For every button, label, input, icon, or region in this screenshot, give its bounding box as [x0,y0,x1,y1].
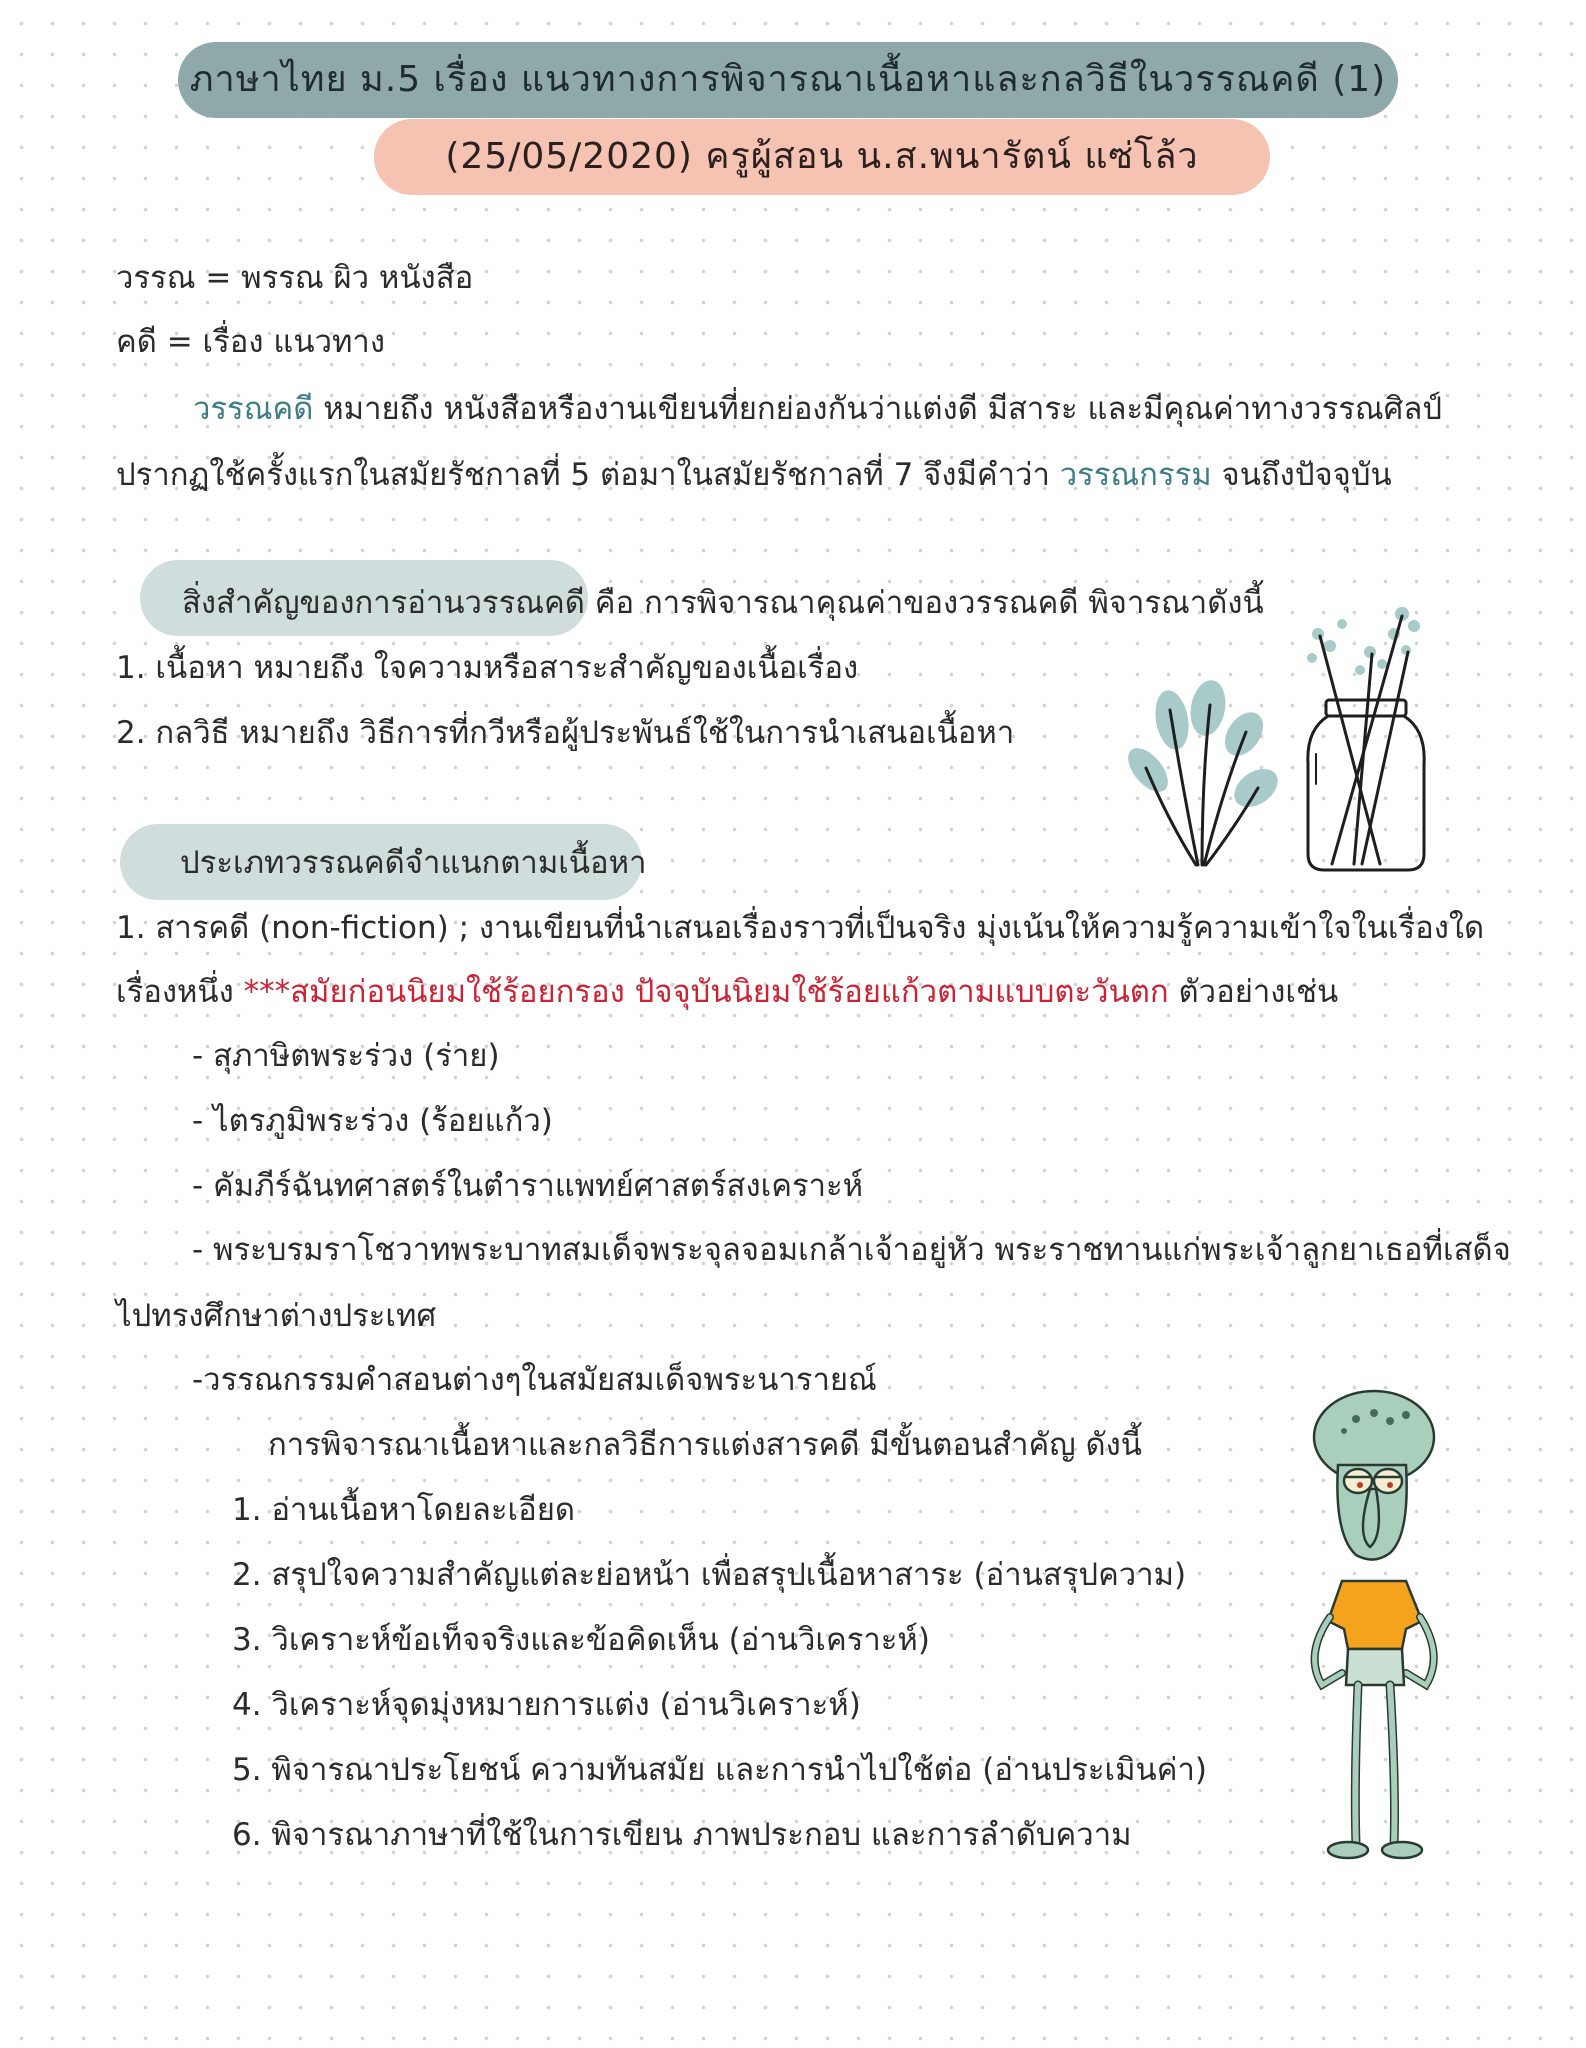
page-title: ภาษาไทย ม.5 เรื่อง แนวทางการพิจารณาเนื้อหาและกลวิธีในวรรณคดี (1) [178,42,1398,118]
definition-wan: วรรณ = พรรณ ผิว หนังสือ [116,260,474,296]
nonfiction-line2 [116,972,1338,1012]
character-illustration [1286,1385,1456,1865]
nonfiction-note: ***สมัยก่อนนิยมใช้ร้อยกรอง ปัจจุบันนิยมใช้ร้อยแก้วตามแบบตะวันตก [243,974,1169,1010]
section1-item-content: 1. เนื้อหา หมายถึง ใจความหรือสาระสำคัญของเนื้อเรื่อง [116,650,859,686]
jar-icon [1302,604,1432,874]
step-item: 6. พิจารณาภาษาที่ใช้ในการเขียน ภาพประกอบ และการลำดับความ [232,1817,1132,1853]
step-item: 3. วิเคราะห์ข้อเท็จจริงและข้อคิดเห็น (อ่านวิเคราะห์) [232,1622,930,1658]
section1-heading-highlighted: สิ่งสำคัญของการอ่านวรรณคดี [182,585,585,621]
steps-heading: การพิจารณาเนื้อหาและกลวิธีการแต่งสารคดี มีขั้นตอนสำคัญ ดังนี้ [268,1427,1142,1463]
example-item: -วรรณกรรมคำสอนต่างๆในสมัยสมเด็จพระนารายณ์ [192,1362,877,1398]
step-item: 2. สรุปใจความสำคัญแต่ละย่อหน้า เพื่อสรุปเนื้อหาสาระ (อ่านสรุปความ) [232,1557,1187,1593]
nonfiction-text: เรื่องหนึ่ง [116,974,244,1010]
section2-heading: ประเภทวรรณคดีจำแนกตามเนื้อหา [180,845,647,881]
intro-paragraph-line2 [116,455,1392,495]
example-item: - คัมภีร์ฉันทศาสตร์ในตำราแพทย์ศาสตร์สงเคราะห์ [192,1168,864,1204]
intro-text: จนถึงปัจจุบัน [1211,457,1392,493]
definition-kadee: คดี = เรื่อง แนวทาง [116,324,385,360]
nonfiction-line1: 1. สารคดี (non-fiction) ; งานเขียนที่นำเสนอเรื่องราวที่เป็นจริง มุ่งเน้นให้ความรู้ความเข้าใจในเรื่องใด [116,910,1485,946]
page-subtitle: (25/05/2020) ครูผู้สอน น.ส.พนารัตน์ แซ่โล้ว [374,119,1270,195]
intro-text: หมายถึง หนังสือหรืองานเขียนที่ยกย่องกันว่าแต่งดี มีสาระ และมีคุณค่าทางวรรณศิลป์ [313,391,1442,427]
section1-heading-rest: คือ การพิจารณาคุณค่าของวรรณคดี พิจารณาดังนี้ [584,585,1264,621]
example-item: - ไตรภูมิพระร่วง (ร้อยแก้ว) [192,1103,553,1139]
step-item: 1. อ่านเนื้อหาโดยละเอียด [232,1492,575,1528]
section1-item-technique: 2. กลวิธี หมายถึง วิธีการที่กวีหรือผู้ประพันธ์ใช้ในการนำเสนอเนื้อหา [116,715,1015,751]
nonfiction-text: ตัวอย่างเช่น [1168,974,1339,1010]
example-item: - พระบรมราโชวาทพระบาทสมเด็จพระจุลจอมเกล้าเจ้าอยู่หัว พระราชทานแก่พระเจ้าลูกยาเธอที่เสด็จ [192,1232,1511,1268]
term-wannakadee: วรรณคดี [193,391,314,427]
example-item-continued: ไปทรงศึกษาต่างประเทศ [116,1298,437,1334]
intro-paragraph-line1 [193,389,1442,429]
step-item: 4. วิเคราะห์จุดมุ่งหมายการแต่ง (อ่านวิเคราะห์) [232,1687,861,1723]
plant-icon [1128,680,1278,870]
example-item: - สุภาษิตพระร่วง (ร่าย) [192,1038,500,1074]
term-wannakam: วรรณกรรม [1059,457,1212,493]
section1-heading [182,583,1264,623]
step-item: 5. พิจารณาประโยชน์ ความทันสมัย และการนำไปใช้ต่อ (อ่านประเมินค่า) [232,1752,1207,1788]
intro-text: ปรากฏใช้ครั้งแรกในสมัยรัชกาลที่ 5 ต่อมาในสมัยรัชกาลที่ 7 จึงมีคำว่า [116,457,1060,493]
